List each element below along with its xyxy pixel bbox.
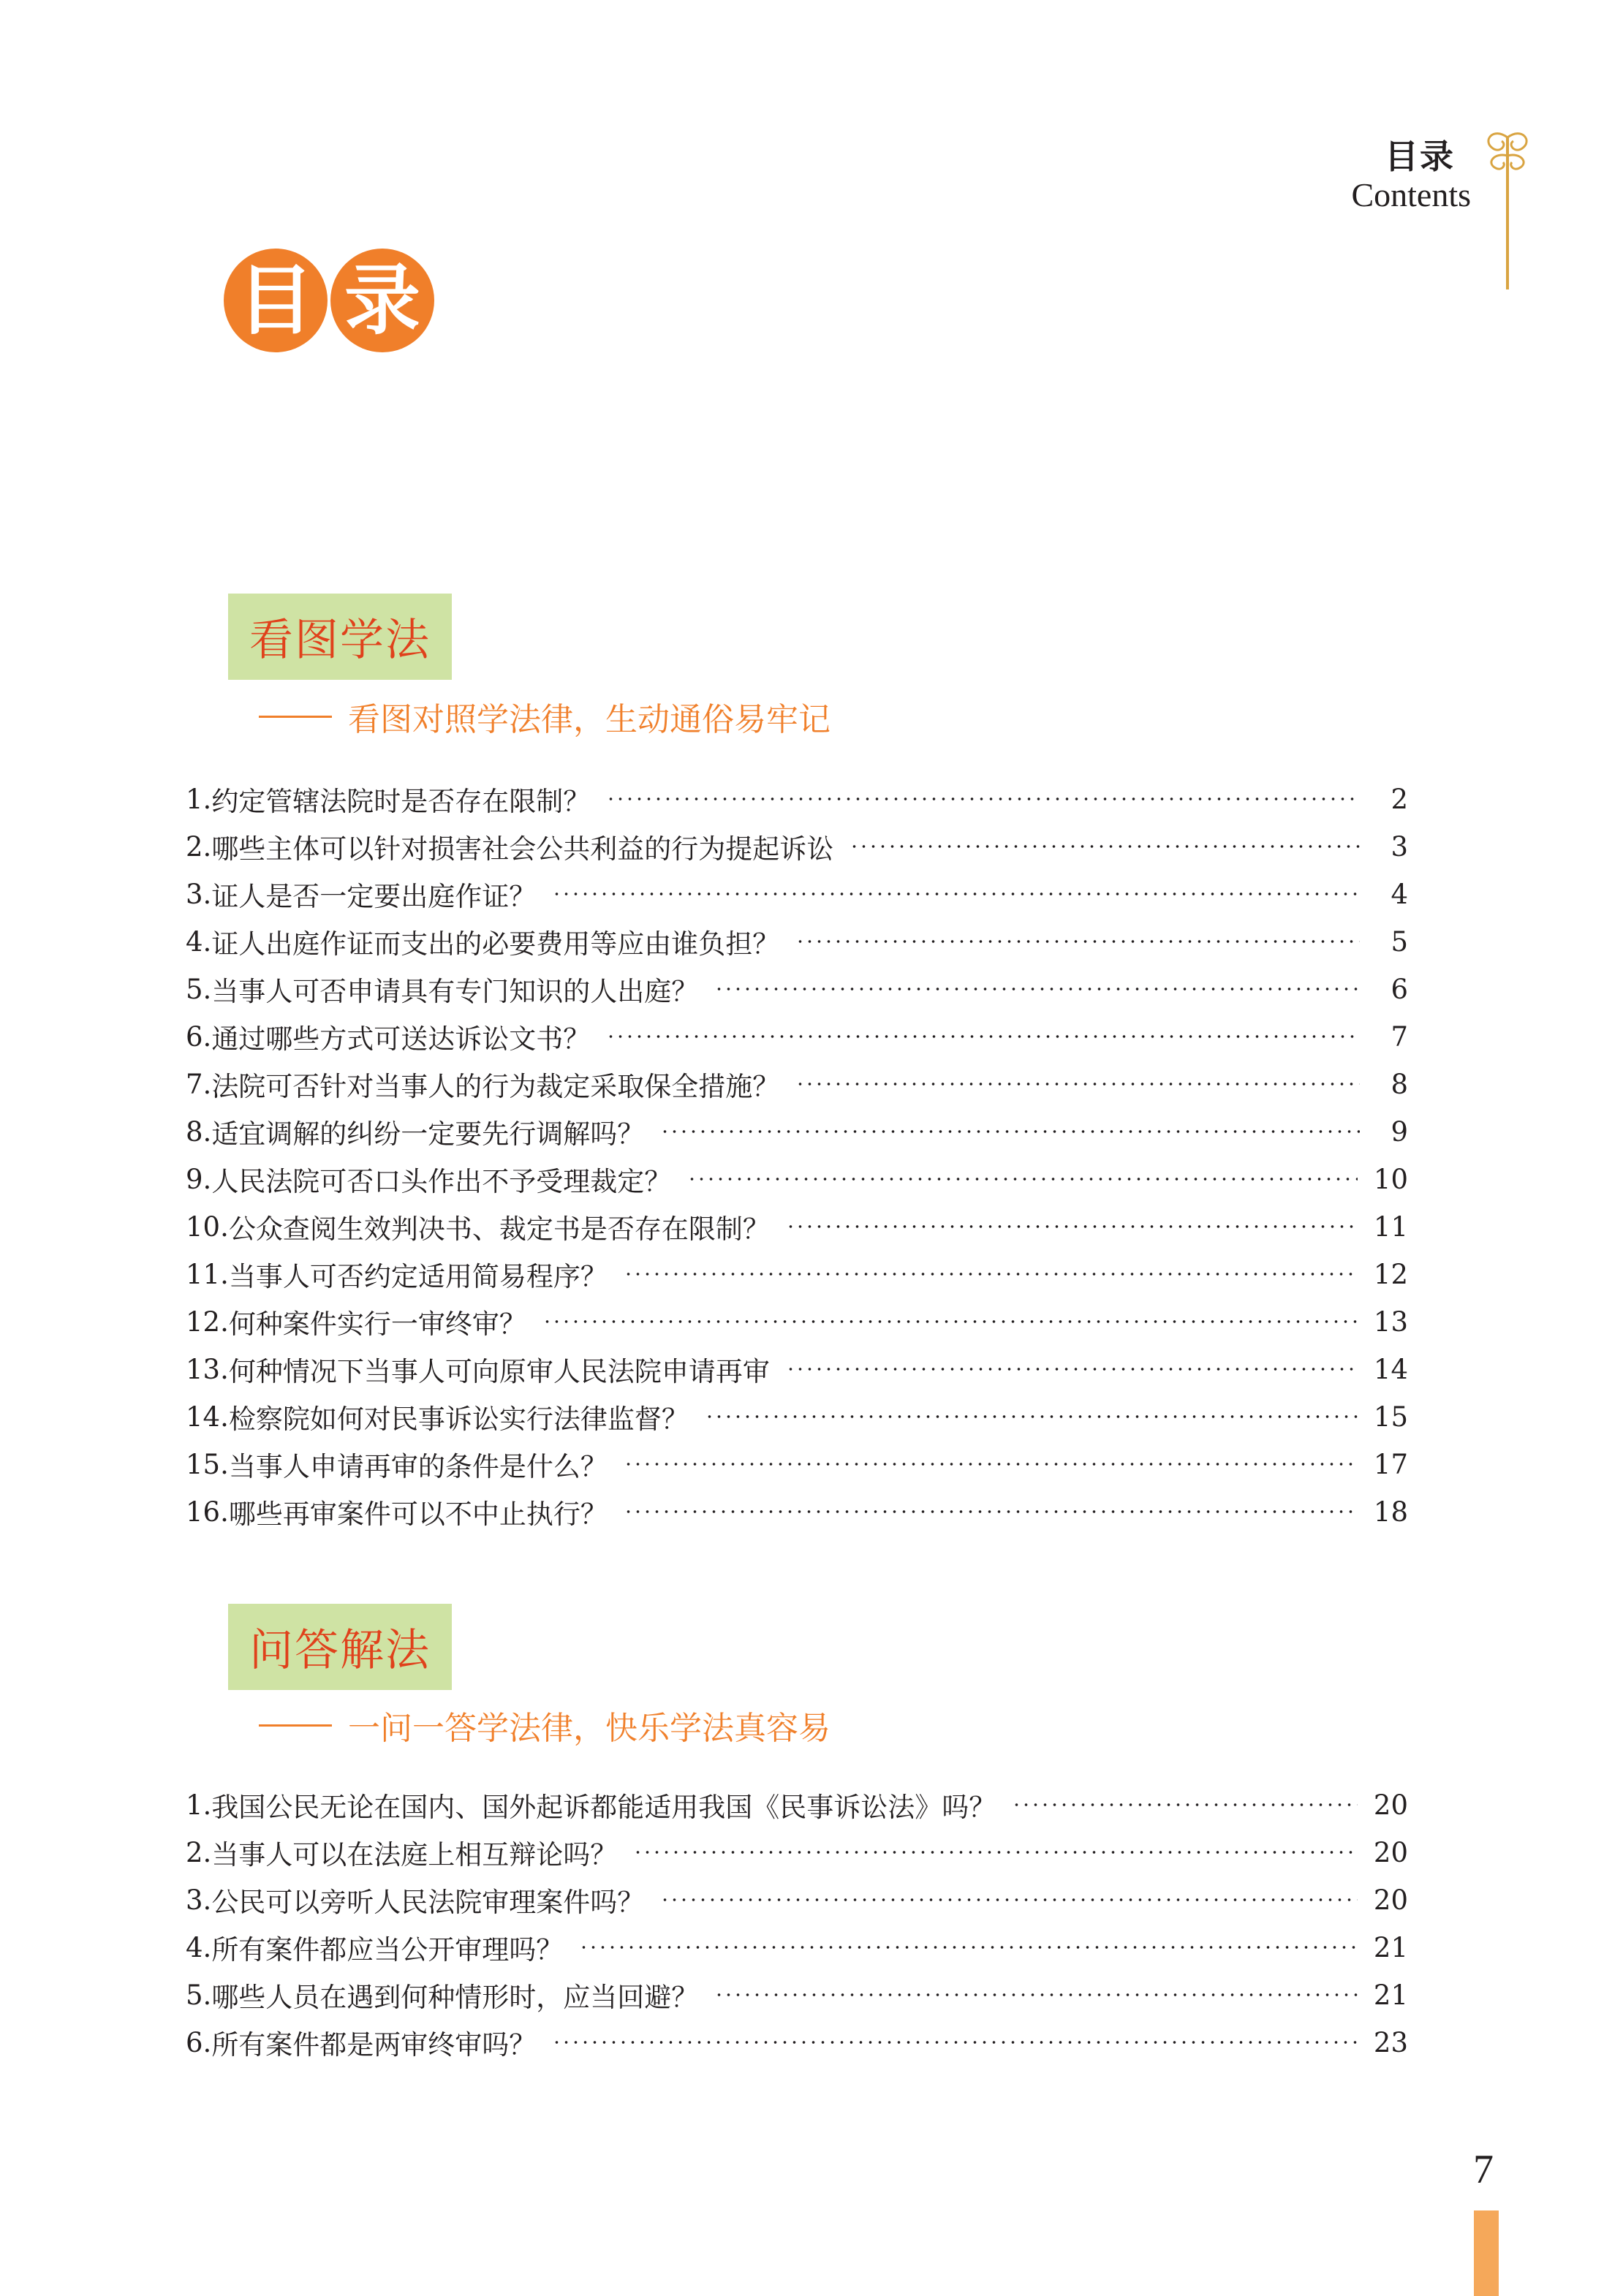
page-number: 7 — [1473, 2147, 1494, 2192]
toc-text: 人民法院可否口头作出不予受理裁定？ — [211, 1166, 672, 1197]
toc-text: 约定管辖法院时是否存在限制？ — [211, 786, 591, 817]
toc-page: 21 — [1373, 1979, 1408, 2011]
toc-text: 公民可以旁听人民法院审理案件吗？ — [211, 1887, 645, 1918]
page-title — [224, 249, 443, 351]
toc-page: 10 — [1373, 1163, 1408, 1195]
toc-page: 17 — [1373, 1448, 1408, 1480]
toc-item[interactable] — [186, 1012, 1408, 1061]
toc-item[interactable] — [186, 917, 1408, 966]
toc-num: 13. — [186, 1353, 229, 1385]
toc-num: 15. — [186, 1448, 229, 1480]
toc-num: 3. — [186, 878, 212, 910]
header-title-cn: 目录 — [1385, 137, 1455, 176]
toc-page: 5 — [1391, 925, 1408, 958]
toc-item[interactable] — [186, 1923, 1408, 1971]
toc-page: 18 — [1373, 1496, 1408, 1528]
toc-item[interactable] — [186, 775, 1408, 823]
toc-leader — [624, 1460, 1358, 1468]
toc-page: 13 — [1373, 1306, 1408, 1338]
toc-page: 23 — [1373, 2026, 1408, 2058]
toc-text: 哪些人员在遇到何种情形时，应当回避？ — [211, 1982, 699, 2013]
toc-text: 何种情况下当事人可向原审人民法院申请再审 — [228, 1356, 770, 1387]
page-title-char-2: 录 — [330, 249, 434, 352]
toc-leader — [542, 1318, 1358, 1325]
toc-leader — [714, 1991, 1358, 1998]
section-subtitle — [259, 1702, 831, 1748]
toc-page: 7 — [1391, 1020, 1408, 1053]
toc-text: 当事人可否申请具有专门知识的人出庭？ — [211, 976, 699, 1007]
toc-num: 12. — [186, 1306, 229, 1338]
toc-page: 6 — [1391, 973, 1408, 1005]
toc-leader — [705, 1413, 1358, 1420]
toc-item[interactable] — [186, 822, 1408, 871]
toc-num: 5. — [186, 973, 212, 1005]
toc-text: 检察院如何对民事诉讼实行法律监督？ — [228, 1403, 689, 1435]
toc-num: 4. — [186, 925, 212, 958]
toc-num: 2. — [186, 1836, 212, 1868]
toc-item[interactable] — [186, 1488, 1408, 1536]
toc-leader — [606, 1033, 1360, 1040]
section-subtitle — [259, 693, 831, 740]
toc-num: 4. — [186, 1931, 212, 1963]
section-tag: 问答解法 — [228, 1604, 452, 1690]
toc-leader — [579, 1944, 1358, 1951]
toc-page: 14 — [1373, 1353, 1408, 1385]
toc-leader — [624, 1270, 1358, 1278]
toc-leader — [552, 890, 1360, 898]
toc-item[interactable] — [186, 1202, 1408, 1251]
toc-num: 6. — [186, 1020, 212, 1053]
toc-text: 何种案件实行一审终审？ — [228, 1308, 526, 1340]
toc-text: 适宜调解的纠纷一定要先行调解吗？ — [211, 1118, 645, 1150]
toc-num: 14. — [186, 1401, 229, 1433]
page-edge-bar — [1474, 2210, 1499, 2296]
toc-leader — [606, 795, 1360, 803]
toc-leader — [633, 1849, 1358, 1856]
toc-item[interactable] — [186, 1781, 1408, 1829]
toc-leader — [660, 1896, 1358, 1903]
toc-item[interactable] — [186, 1828, 1408, 1876]
toc-page: 12 — [1373, 1258, 1408, 1290]
toc-item[interactable] — [186, 1971, 1408, 2019]
toc-text: 公众查阅生效判决书、裁定书是否存在限制？ — [228, 1213, 770, 1245]
toc-leader — [552, 2039, 1358, 2046]
toc-leader — [850, 843, 1360, 850]
toc-item[interactable] — [186, 965, 1408, 1013]
toc-item[interactable] — [186, 870, 1408, 918]
toc-leader — [795, 938, 1360, 945]
toc-num: 1. — [186, 1789, 212, 1821]
toc-num: 1. — [186, 783, 212, 815]
toc-text: 当事人可以在法庭上相互辩论吗？ — [211, 1839, 618, 1871]
toc-text: 法院可否针对当事人的行为裁定采取保全措施？ — [211, 1071, 780, 1102]
toc-num: 11. — [186, 1258, 229, 1290]
section-subtitle-text: 看图对照学法律，生动通俗易牢记 — [348, 701, 831, 738]
subtitle-dash — [259, 1724, 332, 1727]
toc-leader — [624, 1508, 1358, 1515]
toc-page: 15 — [1373, 1401, 1408, 1433]
section-subtitle-text: 一问一答学法律，快乐学法真容易 — [348, 1710, 831, 1747]
toc-page: 20 — [1373, 1836, 1408, 1868]
toc-item[interactable] — [186, 1060, 1408, 1108]
toc-num: 6. — [186, 2026, 212, 2058]
toc-num: 5. — [186, 1979, 212, 2011]
toc-page: 2 — [1391, 783, 1408, 815]
page-title-char-1: 目 — [224, 249, 328, 352]
toc-leader — [786, 1223, 1358, 1230]
toc-page: 8 — [1391, 1068, 1408, 1100]
toc-leader — [795, 1080, 1360, 1088]
toc-num: 9. — [186, 1163, 212, 1195]
header-title-en: Contents — [1351, 176, 1471, 213]
toc-page: 4 — [1391, 878, 1408, 910]
toc-page: 20 — [1373, 1789, 1408, 1821]
toc-item[interactable] — [186, 1876, 1408, 1924]
toc-text: 所有案件都是两审终审吗？ — [211, 2029, 537, 2061]
toc-item[interactable] — [186, 1297, 1408, 1346]
toc-leader — [687, 1175, 1358, 1183]
toc-item[interactable] — [186, 1250, 1408, 1298]
toc-text: 通过哪些方式可送达诉讼文书？ — [211, 1023, 591, 1055]
toc-text: 我国公民无论在国内、国外起诉都能适用我国《民事诉讼法》吗？ — [211, 1792, 996, 1823]
toc-num: 16. — [186, 1496, 229, 1528]
toc-num: 7. — [186, 1068, 212, 1100]
toc-page: 9 — [1391, 1115, 1408, 1148]
ornament-icon — [1478, 123, 1537, 291]
toc-item[interactable] — [186, 1107, 1408, 1156]
toc-page: 21 — [1373, 1931, 1408, 1963]
toc-page: 20 — [1373, 1884, 1408, 1916]
toc-item[interactable] — [186, 1345, 1408, 1393]
toc-text: 当事人可否约定适用简易程序？ — [228, 1261, 608, 1292]
toc-text: 哪些主体可以针对损害社会公共利益的行为提起诉讼 — [211, 833, 834, 865]
toc-num: 10. — [186, 1210, 229, 1243]
toc-page: 3 — [1391, 830, 1408, 863]
toc-num: 2. — [186, 830, 212, 863]
toc-item[interactable] — [186, 1155, 1408, 1203]
toc-item[interactable] — [186, 1393, 1408, 1441]
toc-item[interactable] — [186, 2018, 1408, 2066]
section-tag: 看图学法 — [228, 594, 452, 680]
toc-num: 3. — [186, 1884, 212, 1916]
toc-leader — [786, 1365, 1358, 1373]
toc-text: 所有案件都应当公开审理吗？ — [211, 1934, 564, 1966]
subtitle-dash — [259, 716, 332, 718]
toc-page: 11 — [1373, 1210, 1408, 1243]
toc-leader — [660, 1128, 1360, 1135]
toc-item[interactable] — [186, 1440, 1408, 1488]
toc-text: 证人是否一定要出庭作证？ — [211, 881, 537, 912]
toc-text: 当事人申请再审的条件是什么？ — [228, 1451, 608, 1482]
toc-text: 哪些再审案件可以不中止执行？ — [228, 1499, 608, 1530]
toc-num: 8. — [186, 1115, 212, 1148]
toc-leader — [714, 985, 1360, 993]
toc-text: 证人出庭作证而支出的必要费用等应由谁负担？ — [211, 928, 780, 960]
toc-leader — [1012, 1801, 1358, 1808]
